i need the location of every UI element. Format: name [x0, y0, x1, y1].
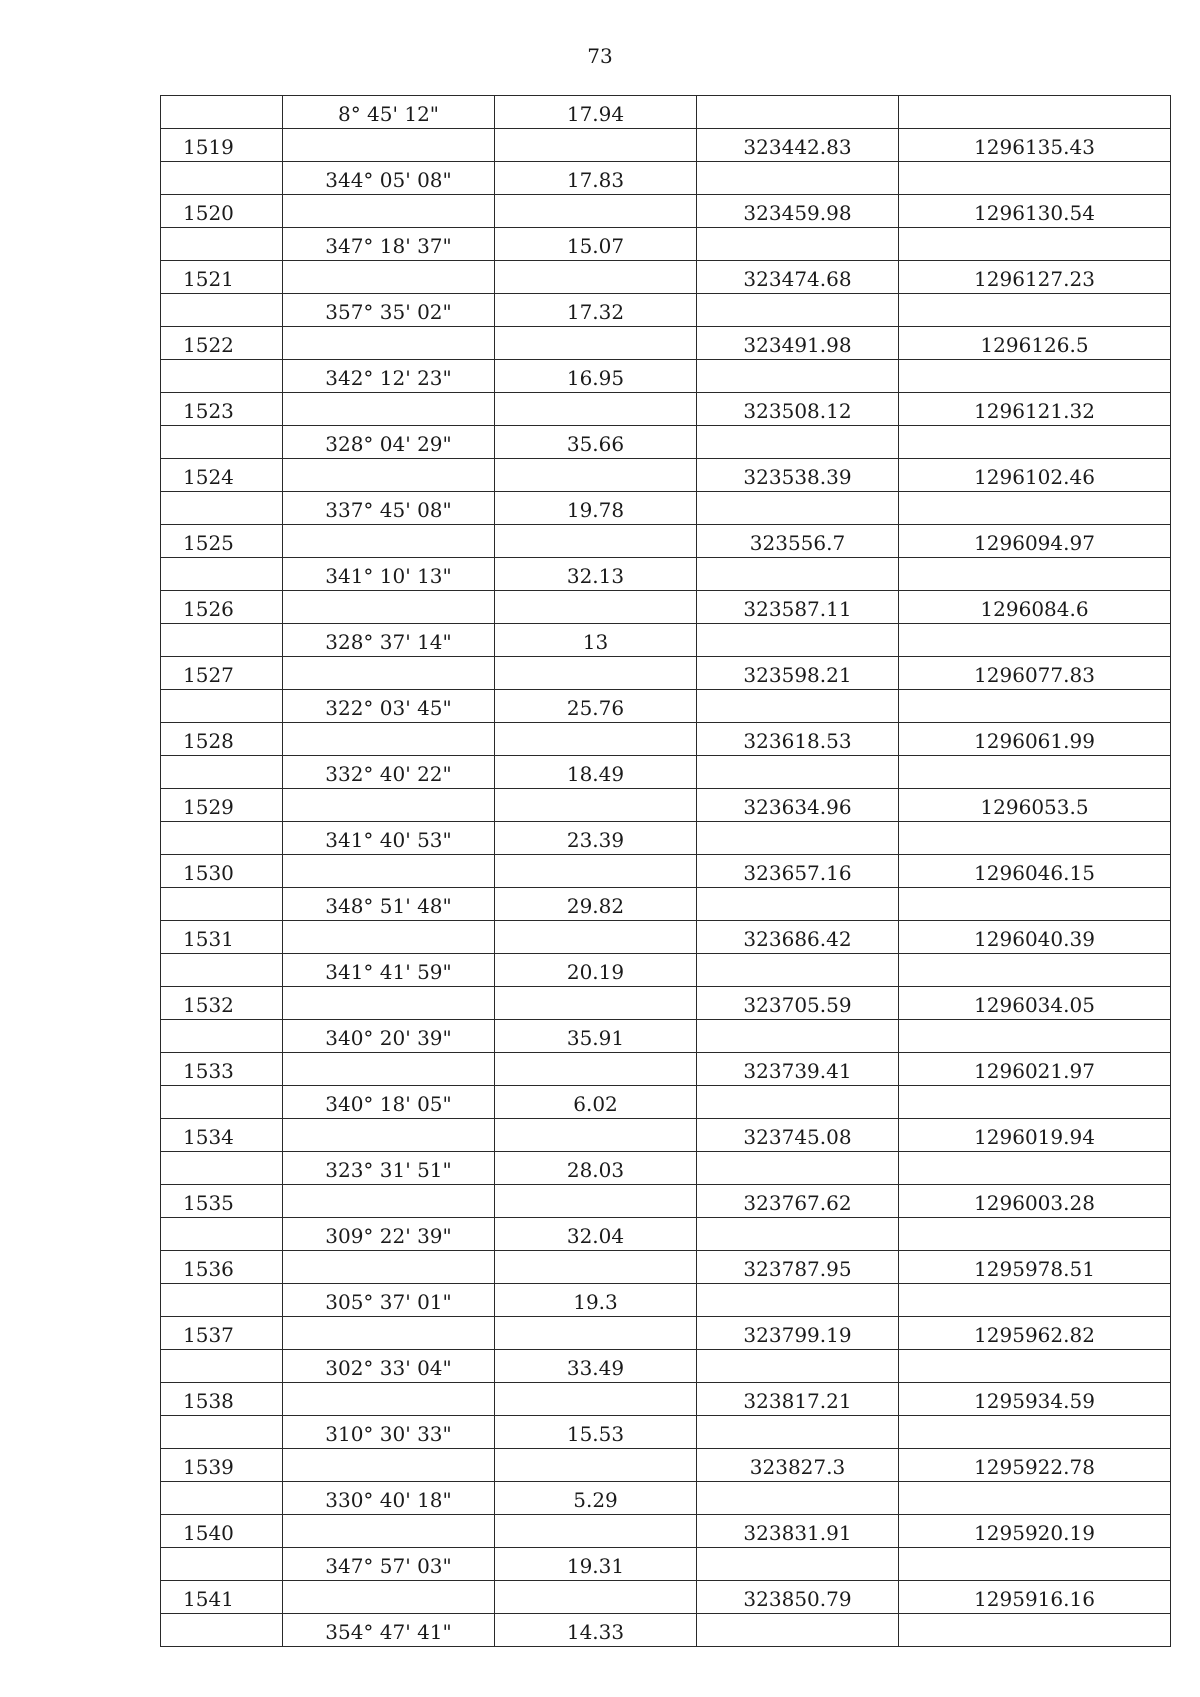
segment-row [161, 888, 1171, 921]
segment-row [161, 1218, 1171, 1251]
northing-cell: 1296102.46 [899, 459, 1171, 492]
empty-cell [495, 1449, 697, 1482]
easting-cell: 323474.68 [697, 261, 899, 294]
empty-cell [697, 624, 899, 657]
empty-cell [161, 1350, 283, 1383]
empty-cell [899, 624, 1171, 657]
station-row [161, 1053, 1171, 1086]
station-number-cell: 1527 [161, 657, 283, 690]
northing-cell: 1295920.19 [899, 1515, 1171, 1548]
station-number-cell: 1529 [161, 789, 283, 822]
easting-cell: 323817.21 [697, 1383, 899, 1416]
bearing-cell: 354° 47' 41" [283, 1614, 495, 1647]
empty-cell [495, 261, 697, 294]
northing-cell: 1296034.05 [899, 987, 1171, 1020]
empty-cell [899, 228, 1171, 261]
station-number-cell: 1526 [161, 591, 283, 624]
distance-cell: 15.07 [495, 228, 697, 261]
distance-cell: 19.78 [495, 492, 697, 525]
empty-cell [283, 195, 495, 228]
easting-cell: 323508.12 [697, 393, 899, 426]
station-row [161, 129, 1171, 162]
empty-cell [495, 1251, 697, 1284]
bearing-cell: 332° 40' 22" [283, 756, 495, 789]
bearing-cell: 8° 45' 12" [283, 96, 495, 129]
station-row [161, 1581, 1171, 1614]
empty-cell [283, 723, 495, 756]
distance-cell: 17.83 [495, 162, 697, 195]
empty-cell [161, 1614, 283, 1647]
distance-cell: 29.82 [495, 888, 697, 921]
easting-cell: 323598.21 [697, 657, 899, 690]
empty-cell [697, 492, 899, 525]
empty-cell [283, 525, 495, 558]
empty-cell [697, 162, 899, 195]
station-number-cell: 1539 [161, 1449, 283, 1482]
empty-cell [495, 129, 697, 162]
station-number-cell: 1528 [161, 723, 283, 756]
empty-cell [283, 789, 495, 822]
empty-cell [899, 294, 1171, 327]
empty-cell [697, 1086, 899, 1119]
northing-cell: 1295962.82 [899, 1317, 1171, 1350]
empty-cell [161, 624, 283, 657]
distance-cell: 23.39 [495, 822, 697, 855]
empty-cell [161, 756, 283, 789]
bearing-cell: 341° 10' 13" [283, 558, 495, 591]
empty-cell [283, 1449, 495, 1482]
empty-cell [899, 1350, 1171, 1383]
bearing-cell: 337° 45' 08" [283, 492, 495, 525]
easting-cell: 323634.96 [697, 789, 899, 822]
empty-cell [899, 162, 1171, 195]
bearing-cell: 305° 37' 01" [283, 1284, 495, 1317]
distance-cell: 19.31 [495, 1548, 697, 1581]
easting-cell: 323618.53 [697, 723, 899, 756]
easting-cell: 323491.98 [697, 327, 899, 360]
bearing-cell: 348° 51' 48" [283, 888, 495, 921]
segment-row [161, 426, 1171, 459]
empty-cell [899, 1086, 1171, 1119]
empty-cell [283, 855, 495, 888]
survey-coordinates-table [160, 95, 1171, 1647]
empty-cell [161, 360, 283, 393]
distance-cell: 14.33 [495, 1614, 697, 1647]
station-number-cell: 1538 [161, 1383, 283, 1416]
northing-cell: 1295934.59 [899, 1383, 1171, 1416]
empty-cell [161, 1548, 283, 1581]
segment-row [161, 1482, 1171, 1515]
empty-cell [495, 525, 697, 558]
station-number-cell: 1519 [161, 129, 283, 162]
northing-cell: 1296061.99 [899, 723, 1171, 756]
easting-cell: 323686.42 [697, 921, 899, 954]
northing-cell: 1296040.39 [899, 921, 1171, 954]
easting-cell: 323739.41 [697, 1053, 899, 1086]
empty-cell [161, 294, 283, 327]
empty-cell [495, 987, 697, 1020]
empty-cell [899, 690, 1171, 723]
bearing-cell: 347° 18' 37" [283, 228, 495, 261]
empty-cell [697, 888, 899, 921]
empty-cell [697, 1548, 899, 1581]
empty-cell [697, 690, 899, 723]
empty-cell [697, 1218, 899, 1251]
station-row [161, 591, 1171, 624]
distance-cell: 16.95 [495, 360, 697, 393]
segment-row [161, 294, 1171, 327]
northing-cell: 1296019.94 [899, 1119, 1171, 1152]
empty-cell [899, 492, 1171, 525]
empty-cell [283, 1185, 495, 1218]
empty-cell [283, 1317, 495, 1350]
empty-cell [899, 888, 1171, 921]
empty-cell [495, 1383, 697, 1416]
station-number-cell: 1525 [161, 525, 283, 558]
northing-cell: 1295978.51 [899, 1251, 1171, 1284]
distance-cell: 32.13 [495, 558, 697, 591]
empty-cell [697, 1152, 899, 1185]
empty-cell [283, 393, 495, 426]
empty-cell [161, 690, 283, 723]
northing-cell: 1296046.15 [899, 855, 1171, 888]
empty-cell [495, 1581, 697, 1614]
empty-cell [161, 1020, 283, 1053]
segment-row [161, 756, 1171, 789]
empty-cell [495, 1185, 697, 1218]
station-row [161, 261, 1171, 294]
empty-cell [283, 591, 495, 624]
empty-cell [161, 954, 283, 987]
segment-row [161, 954, 1171, 987]
easting-cell: 323787.95 [697, 1251, 899, 1284]
empty-cell [697, 1416, 899, 1449]
station-row [161, 1185, 1171, 1218]
distance-cell: 35.66 [495, 426, 697, 459]
station-row [161, 1251, 1171, 1284]
northing-cell: 1296021.97 [899, 1053, 1171, 1086]
station-number-cell: 1532 [161, 987, 283, 1020]
station-row [161, 459, 1171, 492]
station-number-cell: 1521 [161, 261, 283, 294]
easting-cell: 323827.3 [697, 1449, 899, 1482]
station-number-cell: 1524 [161, 459, 283, 492]
station-row [161, 1383, 1171, 1416]
station-row [161, 1317, 1171, 1350]
empty-cell [161, 1218, 283, 1251]
station-row [161, 987, 1171, 1020]
bearing-cell: 340° 18' 05" [283, 1086, 495, 1119]
empty-cell [899, 954, 1171, 987]
distance-cell: 15.53 [495, 1416, 697, 1449]
segment-row [161, 822, 1171, 855]
empty-cell [899, 756, 1171, 789]
station-number-cell: 1537 [161, 1317, 283, 1350]
northing-cell: 1296094.97 [899, 525, 1171, 558]
empty-cell [161, 426, 283, 459]
empty-cell [697, 954, 899, 987]
empty-cell [283, 1581, 495, 1614]
segment-row [161, 1152, 1171, 1185]
distance-cell: 17.32 [495, 294, 697, 327]
empty-cell [899, 1482, 1171, 1515]
station-row [161, 1515, 1171, 1548]
station-row [161, 327, 1171, 360]
easting-cell: 323556.7 [697, 525, 899, 558]
station-row [161, 393, 1171, 426]
empty-cell [899, 558, 1171, 591]
station-row [161, 1449, 1171, 1482]
bearing-cell: 341° 40' 53" [283, 822, 495, 855]
segment-row [161, 558, 1171, 591]
distance-cell: 19.3 [495, 1284, 697, 1317]
bearing-cell: 328° 04' 29" [283, 426, 495, 459]
empty-cell [161, 492, 283, 525]
empty-cell [283, 657, 495, 690]
empty-cell [697, 822, 899, 855]
easting-cell: 323850.79 [697, 1581, 899, 1614]
bearing-cell: 357° 35' 02" [283, 294, 495, 327]
station-number-cell: 1523 [161, 393, 283, 426]
bearing-cell: 302° 33' 04" [283, 1350, 495, 1383]
segment-row [161, 1350, 1171, 1383]
segment-row [161, 1284, 1171, 1317]
station-number-cell: 1536 [161, 1251, 283, 1284]
station-number-cell: 1533 [161, 1053, 283, 1086]
empty-cell [161, 1086, 283, 1119]
empty-cell [495, 195, 697, 228]
empty-cell [283, 1119, 495, 1152]
empty-cell [899, 1152, 1171, 1185]
easting-cell: 323705.59 [697, 987, 899, 1020]
empty-cell [495, 1119, 697, 1152]
station-row [161, 525, 1171, 558]
easting-cell: 323538.39 [697, 459, 899, 492]
empty-cell [697, 1020, 899, 1053]
empty-cell [161, 162, 283, 195]
empty-cell [161, 1416, 283, 1449]
empty-cell [697, 756, 899, 789]
easting-cell: 323767.62 [697, 1185, 899, 1218]
distance-cell: 20.19 [495, 954, 697, 987]
distance-cell: 35.91 [495, 1020, 697, 1053]
northing-cell: 1296003.28 [899, 1185, 1171, 1218]
empty-cell [899, 1284, 1171, 1317]
bearing-cell: 323° 31' 51" [283, 1152, 495, 1185]
segment-row [161, 1086, 1171, 1119]
empty-cell [283, 1383, 495, 1416]
empty-cell [899, 96, 1171, 129]
empty-cell [495, 855, 697, 888]
empty-cell [495, 657, 697, 690]
easting-cell: 323442.83 [697, 129, 899, 162]
empty-cell [697, 1284, 899, 1317]
empty-cell [697, 228, 899, 261]
page-number: 73 [587, 44, 613, 68]
empty-cell [283, 1053, 495, 1086]
segment-row [161, 162, 1171, 195]
distance-cell: 28.03 [495, 1152, 697, 1185]
empty-cell [495, 1317, 697, 1350]
empty-cell [495, 921, 697, 954]
segment-row [161, 96, 1171, 129]
northing-cell: 1296126.5 [899, 327, 1171, 360]
segment-row [161, 228, 1171, 261]
station-row [161, 195, 1171, 228]
empty-cell [697, 360, 899, 393]
empty-cell [283, 327, 495, 360]
bearing-cell: 344° 05' 08" [283, 162, 495, 195]
northing-cell: 1296053.5 [899, 789, 1171, 822]
easting-cell: 323657.16 [697, 855, 899, 888]
empty-cell [899, 1416, 1171, 1449]
empty-cell [697, 426, 899, 459]
empty-cell [899, 822, 1171, 855]
empty-cell [283, 1251, 495, 1284]
segment-row [161, 1020, 1171, 1053]
northing-cell: 1296121.32 [899, 393, 1171, 426]
bearing-cell: 328° 37' 14" [283, 624, 495, 657]
empty-cell [899, 1548, 1171, 1581]
segment-row [161, 690, 1171, 723]
station-row [161, 921, 1171, 954]
easting-cell: 323459.98 [697, 195, 899, 228]
empty-cell [283, 987, 495, 1020]
segment-row [161, 624, 1171, 657]
easting-cell: 323587.11 [697, 591, 899, 624]
station-number-cell: 1522 [161, 327, 283, 360]
northing-cell: 1296084.6 [899, 591, 1171, 624]
empty-cell [697, 294, 899, 327]
bearing-cell: 347° 57' 03" [283, 1548, 495, 1581]
empty-cell [283, 459, 495, 492]
segment-row [161, 360, 1171, 393]
empty-cell [697, 1614, 899, 1647]
northing-cell: 1296135.43 [899, 129, 1171, 162]
segment-row [161, 1548, 1171, 1581]
empty-cell [697, 1482, 899, 1515]
empty-cell [283, 129, 495, 162]
empty-cell [899, 1020, 1171, 1053]
northing-cell: 1296127.23 [899, 261, 1171, 294]
empty-cell [495, 1515, 697, 1548]
empty-cell [899, 426, 1171, 459]
empty-cell [495, 723, 697, 756]
station-number-cell: 1531 [161, 921, 283, 954]
empty-cell [161, 228, 283, 261]
easting-cell: 323745.08 [697, 1119, 899, 1152]
segment-row [161, 492, 1171, 525]
empty-cell [283, 261, 495, 294]
empty-cell [161, 1152, 283, 1185]
station-number-cell: 1541 [161, 1581, 283, 1614]
bearing-cell: 322° 03' 45" [283, 690, 495, 723]
segment-row [161, 1614, 1171, 1647]
bearing-cell: 342° 12' 23" [283, 360, 495, 393]
distance-cell: 17.94 [495, 96, 697, 129]
empty-cell [697, 96, 899, 129]
empty-cell [161, 558, 283, 591]
distance-cell: 32.04 [495, 1218, 697, 1251]
bearing-cell: 340° 20' 39" [283, 1020, 495, 1053]
empty-cell [697, 558, 899, 591]
empty-cell [495, 1053, 697, 1086]
distance-cell: 25.76 [495, 690, 697, 723]
distance-cell: 13 [495, 624, 697, 657]
empty-cell [495, 591, 697, 624]
empty-cell [161, 888, 283, 921]
station-row [161, 723, 1171, 756]
northing-cell: 1296077.83 [899, 657, 1171, 690]
station-number-cell: 1534 [161, 1119, 283, 1152]
segment-row [161, 1416, 1171, 1449]
empty-cell [899, 1218, 1171, 1251]
bearing-cell: 310° 30' 33" [283, 1416, 495, 1449]
empty-cell [161, 1284, 283, 1317]
empty-cell [495, 327, 697, 360]
northing-cell: 1295916.16 [899, 1581, 1171, 1614]
station-row [161, 789, 1171, 822]
station-number-cell: 1535 [161, 1185, 283, 1218]
empty-cell [161, 1482, 283, 1515]
table-body [161, 96, 1171, 1647]
empty-cell [495, 789, 697, 822]
empty-cell [161, 96, 283, 129]
bearing-cell: 309° 22' 39" [283, 1218, 495, 1251]
empty-cell [495, 459, 697, 492]
station-row [161, 855, 1171, 888]
empty-cell [899, 1614, 1171, 1647]
empty-cell [161, 822, 283, 855]
distance-cell: 6.02 [495, 1086, 697, 1119]
bearing-cell: 341° 41' 59" [283, 954, 495, 987]
northing-cell: 1295922.78 [899, 1449, 1171, 1482]
distance-cell: 18.49 [495, 756, 697, 789]
bearing-cell: 330° 40' 18" [283, 1482, 495, 1515]
distance-cell: 33.49 [495, 1350, 697, 1383]
station-number-cell: 1530 [161, 855, 283, 888]
empty-cell [899, 360, 1171, 393]
station-row [161, 1119, 1171, 1152]
empty-cell [283, 921, 495, 954]
empty-cell [283, 1515, 495, 1548]
station-row [161, 657, 1171, 690]
distance-cell: 5.29 [495, 1482, 697, 1515]
station-number-cell: 1520 [161, 195, 283, 228]
northing-cell: 1296130.54 [899, 195, 1171, 228]
empty-cell [495, 393, 697, 426]
station-number-cell: 1540 [161, 1515, 283, 1548]
easting-cell: 323831.91 [697, 1515, 899, 1548]
easting-cell: 323799.19 [697, 1317, 899, 1350]
empty-cell [697, 1350, 899, 1383]
